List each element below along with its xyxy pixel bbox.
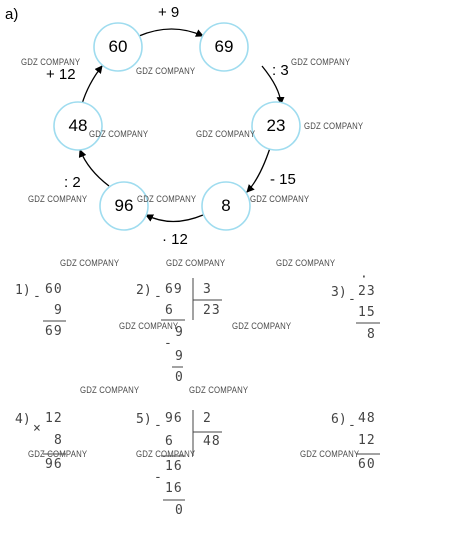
division-step: 16 [165,459,183,474]
borrow-mark: · [360,270,368,285]
divisor: 2 [203,411,212,426]
watermark-text: GDZ COMPANY [291,57,351,68]
part-label: a) [5,6,19,23]
example-label: 3) [331,285,347,300]
arrow-48-60 [82,66,102,104]
operation-sign: - [154,289,162,304]
watermark-text: GDZ COMPANY [28,449,88,460]
result: 96 [45,457,63,472]
watermark-text: GDZ COMPANY [189,385,249,396]
operation-label: - 15 [270,171,296,188]
operation-sign: - [154,418,162,433]
arrow-23-8 [247,148,270,192]
arrow-8-96 [146,215,203,222]
watermark-text: GDZ COMPANY [136,449,196,460]
dividend: 69 [165,282,183,297]
watermark-text: GDZ COMPANY [166,258,226,269]
dividend: 96 [165,411,183,426]
watermark-text: GDZ COMPANY [300,449,360,460]
operation-sign: - [154,470,162,485]
division-step: 16 [165,481,183,496]
watermark-text: GDZ COMPANY [250,194,310,205]
example-label: 5) [136,412,152,427]
operand-1: 48 [358,411,376,426]
division-step: 9 [175,325,184,340]
watermark-text: GDZ COMPANY [28,194,88,205]
arrow-96-48 [80,150,109,186]
operation-label: : 3 [272,62,289,79]
node-value: 48 [68,116,88,135]
divisor: 3 [203,282,212,297]
example-label: 1) [15,283,31,298]
node-value: 8 [221,196,231,215]
watermark-text: GDZ COMPANY [119,321,179,332]
example-label: 6) [331,412,347,427]
division-step: 0 [175,370,184,385]
operand-1: 23 [358,284,376,299]
operation-label: · 12 [162,231,188,248]
watermark-text: GDZ COMPANY [196,129,256,140]
operation-sign: - [348,292,356,307]
operand-1: 12 [45,411,63,426]
operand-1: 60 [45,282,63,297]
node-value: 69 [214,37,234,56]
watermark-text: GDZ COMPANY [60,258,120,269]
result: 60 [358,457,376,472]
node-value: 23 [266,116,286,135]
operand-2: 12 [358,433,376,448]
operation-sign: × [33,421,41,436]
example-label: 2) [136,283,152,298]
operand-2: 8 [54,433,63,448]
operand-2: 9 [54,303,63,318]
watermark-text: GDZ COMPANY [89,129,149,140]
operation-sign: - [33,289,41,304]
division-step: 9 [175,349,184,364]
quotient: 48 [203,434,221,449]
node-value: 60 [108,37,128,56]
watermark-text: GDZ COMPANY [21,57,81,68]
example-label: 4) [15,412,31,427]
quotient: 23 [203,303,221,318]
arrow-60-69 [139,29,203,36]
operation-label: + 9 [158,4,180,21]
watermark-text: GDZ COMPANY [136,66,196,77]
watermark-text: GDZ COMPANY [137,194,197,205]
watermark-text: GDZ COMPANY [232,321,292,332]
node-value: 96 [114,196,134,215]
result: 69 [45,324,63,339]
operation-label: : 2 [64,174,81,191]
operation-label: + 12 [46,66,76,83]
watermark-text: GDZ COMPANY [80,385,140,396]
division-step: 6 [165,303,174,318]
watermark-text: GDZ COMPANY [304,121,364,132]
operation-sign: - [348,418,356,433]
operation-sign: - [164,336,172,351]
division-step: 0 [175,503,184,518]
division-step: 6 [165,434,174,449]
watermark-text: GDZ COMPANY [276,258,336,269]
operand-2: 15 [358,305,376,320]
result: 8 [367,327,376,342]
